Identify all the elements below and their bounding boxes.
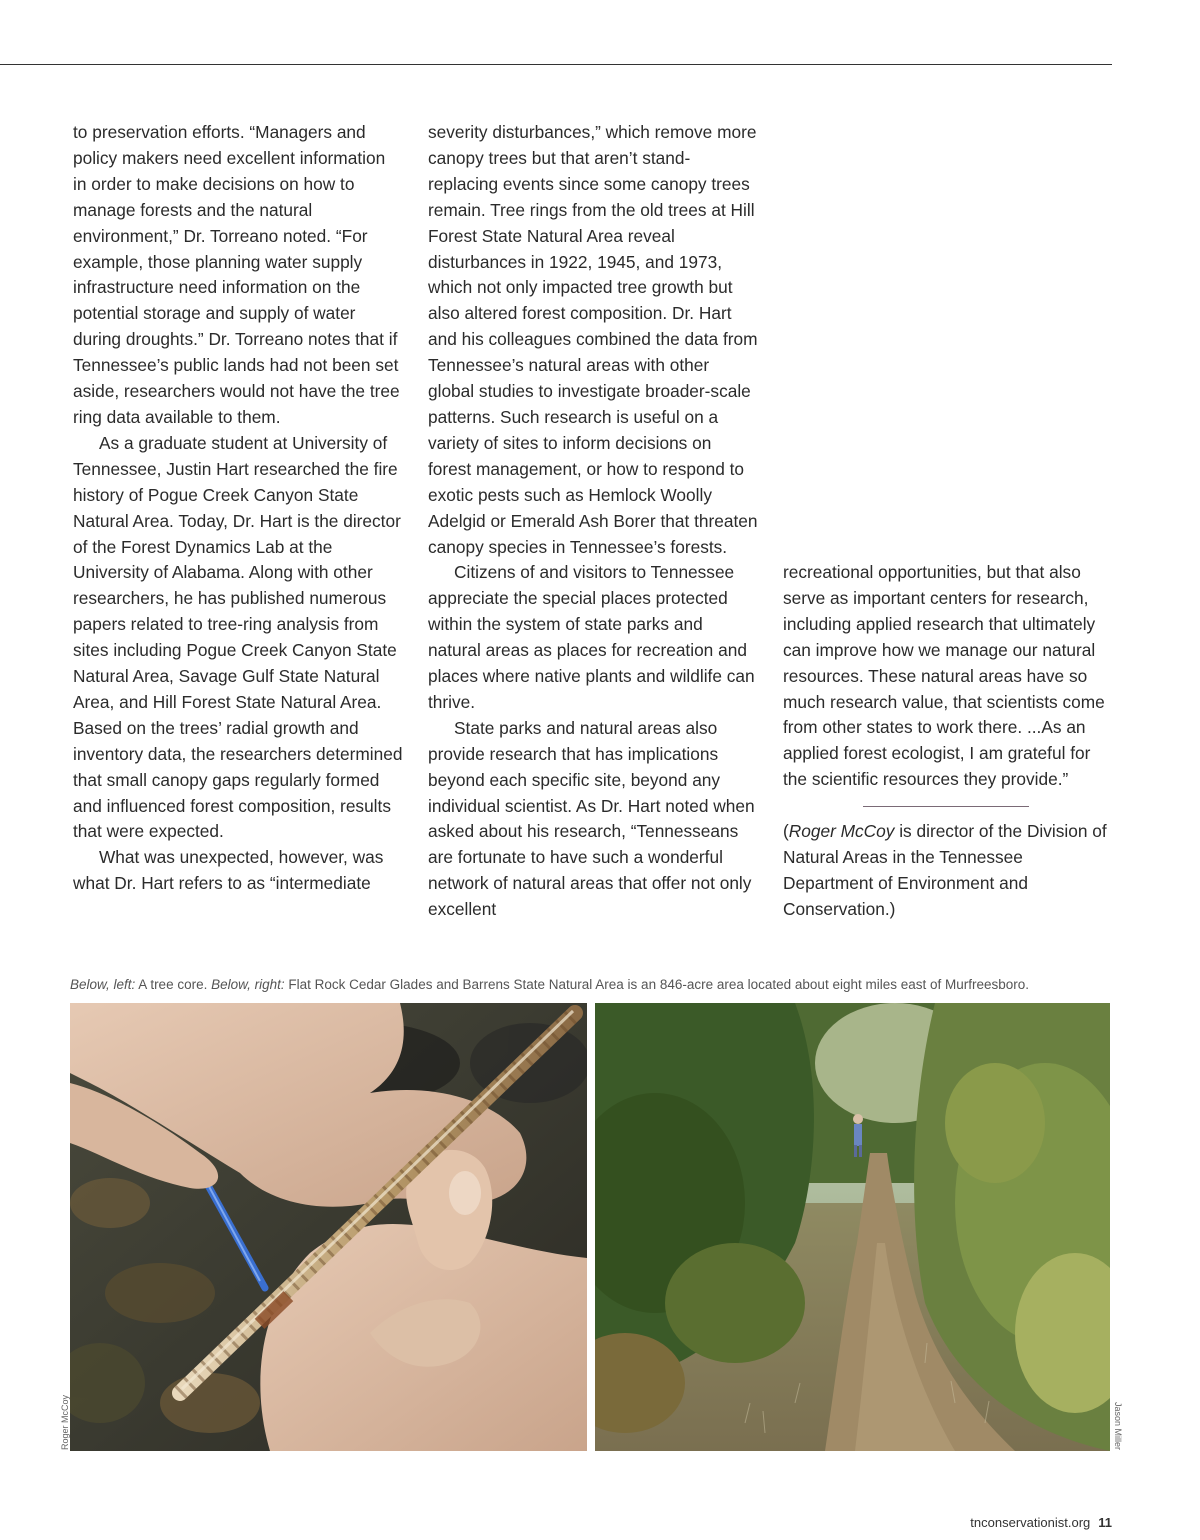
photo-caption xyxy=(70,975,1110,995)
text-column-1 xyxy=(73,120,403,897)
caption-right-label: Below, right: xyxy=(211,977,285,992)
paragraph: recreational opportunities, but that also serve as important centers for research, including applied research that ultimately can improve how we manage our natural resources. These natural areas have so much research value, that scientists come from other states to work there. ...As an applied forest ecologist, I am grateful for the scientific resources they provide.” xyxy=(783,562,1105,790)
text-column-2 xyxy=(428,120,758,923)
tree-core-photo xyxy=(70,1003,587,1451)
caption-left-label: Below, left: xyxy=(70,977,136,992)
end-rule xyxy=(863,806,1029,807)
bio-open: ( xyxy=(783,821,789,842)
bio-name: Roger McCoy xyxy=(788,821,895,842)
caption-right-text: Flat Rock Cedar Glades and Barrens State Natural Area is an 846-acre area located about eight miles east of Murfreesboro. xyxy=(284,977,1030,992)
natural-area-trail-photo xyxy=(595,1003,1110,1451)
paragraph: As a graduate student at University of Tennessee, Justin Hart researched the fire history of Pogue Creek Canyon State Natural Area. Today, Dr. Hart is the director of the Forest Dynamics Lab at the University of Alabama. Along with other researchers, he has published numerous papers related to tree-ring analysis from sites including Pogue Creek Canyon State Natural Area, Savage Gulf State Natural Area, and Hill Forest State Natural Area. Based on the trees’ radial growth and inventory data, the researchers determined that small canopy gaps regularly formed and influenced forest composition, results that were expected. xyxy=(73,432,403,842)
caption-left-text: A tree core. xyxy=(135,977,212,992)
paragraph: severity disturbances,” which remove more canopy trees but that aren’t stand-replacing events since some canopy trees remain. Tree rings from the old trees at Hill Forest State Natural Area reveal disturbances in 1922, 1945, and 1973, which not only impacted tree growth but also altered forest composition. Dr. Hart and his colleagues combined the data from Tennessee’s natural areas with other global studies to investigate broader-scale patterns. Such research is useful on a variety of sites to inform decisions on forest management, or how to respond to exotic pests such as Hemlock Woolly Adelgid or Emerald Ash Borer that threaten canopy species in Tennessee’s forests. xyxy=(428,122,758,557)
photo-credit-right: Jason Miller xyxy=(1113,1402,1123,1451)
footer-site: tnconservationist.org xyxy=(970,1515,1091,1530)
bio-rest: is director of the Division of Natural Areas in the Tennessee Department of Environment and Conservation.) xyxy=(783,821,1107,919)
paragraph: What was unexpected, however, was what Dr. Hart refers to as “intermediate xyxy=(73,847,384,894)
paragraph: State parks and natural areas also provide research that has implications beyond each specific site, beyond any individual scientist. As Dr. Hart noted when asked about his research, “Tennesseans are fortunate to have such a wonderful network of natural areas that offer not only excellent xyxy=(428,717,755,920)
author-bio xyxy=(783,819,1113,923)
paragraph: Citizens of and visitors to Tennessee appreciate the special places protected within the system of state parks and natural areas as places for recreation and places where native plants and wildlife can thrive. xyxy=(428,562,755,712)
photo-credit-left: Roger McCoy xyxy=(60,1394,70,1450)
paragraph: to preservation efforts. “Managers and policy makers need excellent information in order to make decisions on how to manage forests and the natural environment,” Dr. Torreano noted. “For example, those planning water supply infrastructure need information on the potential storage and supply of water during droughts.” Dr. Torreano notes that if Tennessee’s public lands had not been set aside, researchers would not have the tree ring data available to them. xyxy=(73,122,400,427)
page-number: 11 xyxy=(1098,1515,1112,1530)
text-column-3 xyxy=(783,560,1113,923)
page-footer xyxy=(900,1515,1112,1530)
top-rule xyxy=(0,64,1112,65)
